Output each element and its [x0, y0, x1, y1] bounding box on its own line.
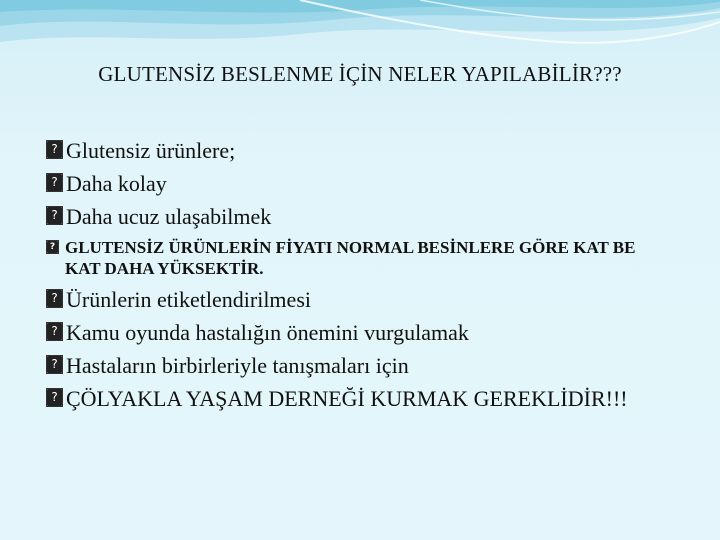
list-item-text: Ürünlerin etiketlendirilmesi — [66, 287, 311, 312]
price-note-text: GLUTENSİZ ÜRÜNLERİN FİYATI NORMAL BESİNLERE GÖRE KAT BE KAT DAHA YÜKSEKTİR. — [65, 238, 636, 278]
list-item — [46, 200, 686, 233]
missing-glyph-icon — [46, 206, 63, 225]
list-item — [46, 316, 686, 349]
header-wave-decoration — [0, 0, 720, 60]
missing-glyph-icon — [46, 289, 63, 308]
missing-glyph-icon — [46, 322, 63, 341]
list-item — [46, 134, 686, 167]
list-item — [46, 283, 686, 316]
list-item-text: Hastaların birbirleriyle tanışmaları için — [66, 353, 409, 378]
list-item-text: Daha ucuz ulaşabilmek — [66, 204, 272, 229]
missing-glyph-icon — [46, 173, 63, 192]
list-item-text: ÇÖLYAKLA YAŞAM DERNEĞİ KURMAK GEREKLİDİR!!! — [66, 386, 628, 411]
price-note — [46, 237, 686, 279]
slide-title: GLUTENSİZ BESLENME İÇİN NELER YAPILABİLİR??? — [98, 62, 622, 86]
missing-glyph-icon — [46, 388, 63, 407]
missing-glyph-icon — [46, 140, 63, 159]
missing-glyph-icon — [46, 240, 59, 254]
list-item-text: Daha kolay — [66, 171, 167, 196]
list-item — [46, 167, 686, 200]
slide-content — [46, 134, 686, 415]
list-item — [46, 349, 686, 382]
list-item — [46, 382, 686, 415]
list-item-text: Glutensiz ürünlere; — [66, 138, 236, 163]
list-item-text: Kamu oyunda hastalığın önemini vurgulamak — [66, 320, 469, 345]
missing-glyph-icon — [46, 355, 63, 374]
